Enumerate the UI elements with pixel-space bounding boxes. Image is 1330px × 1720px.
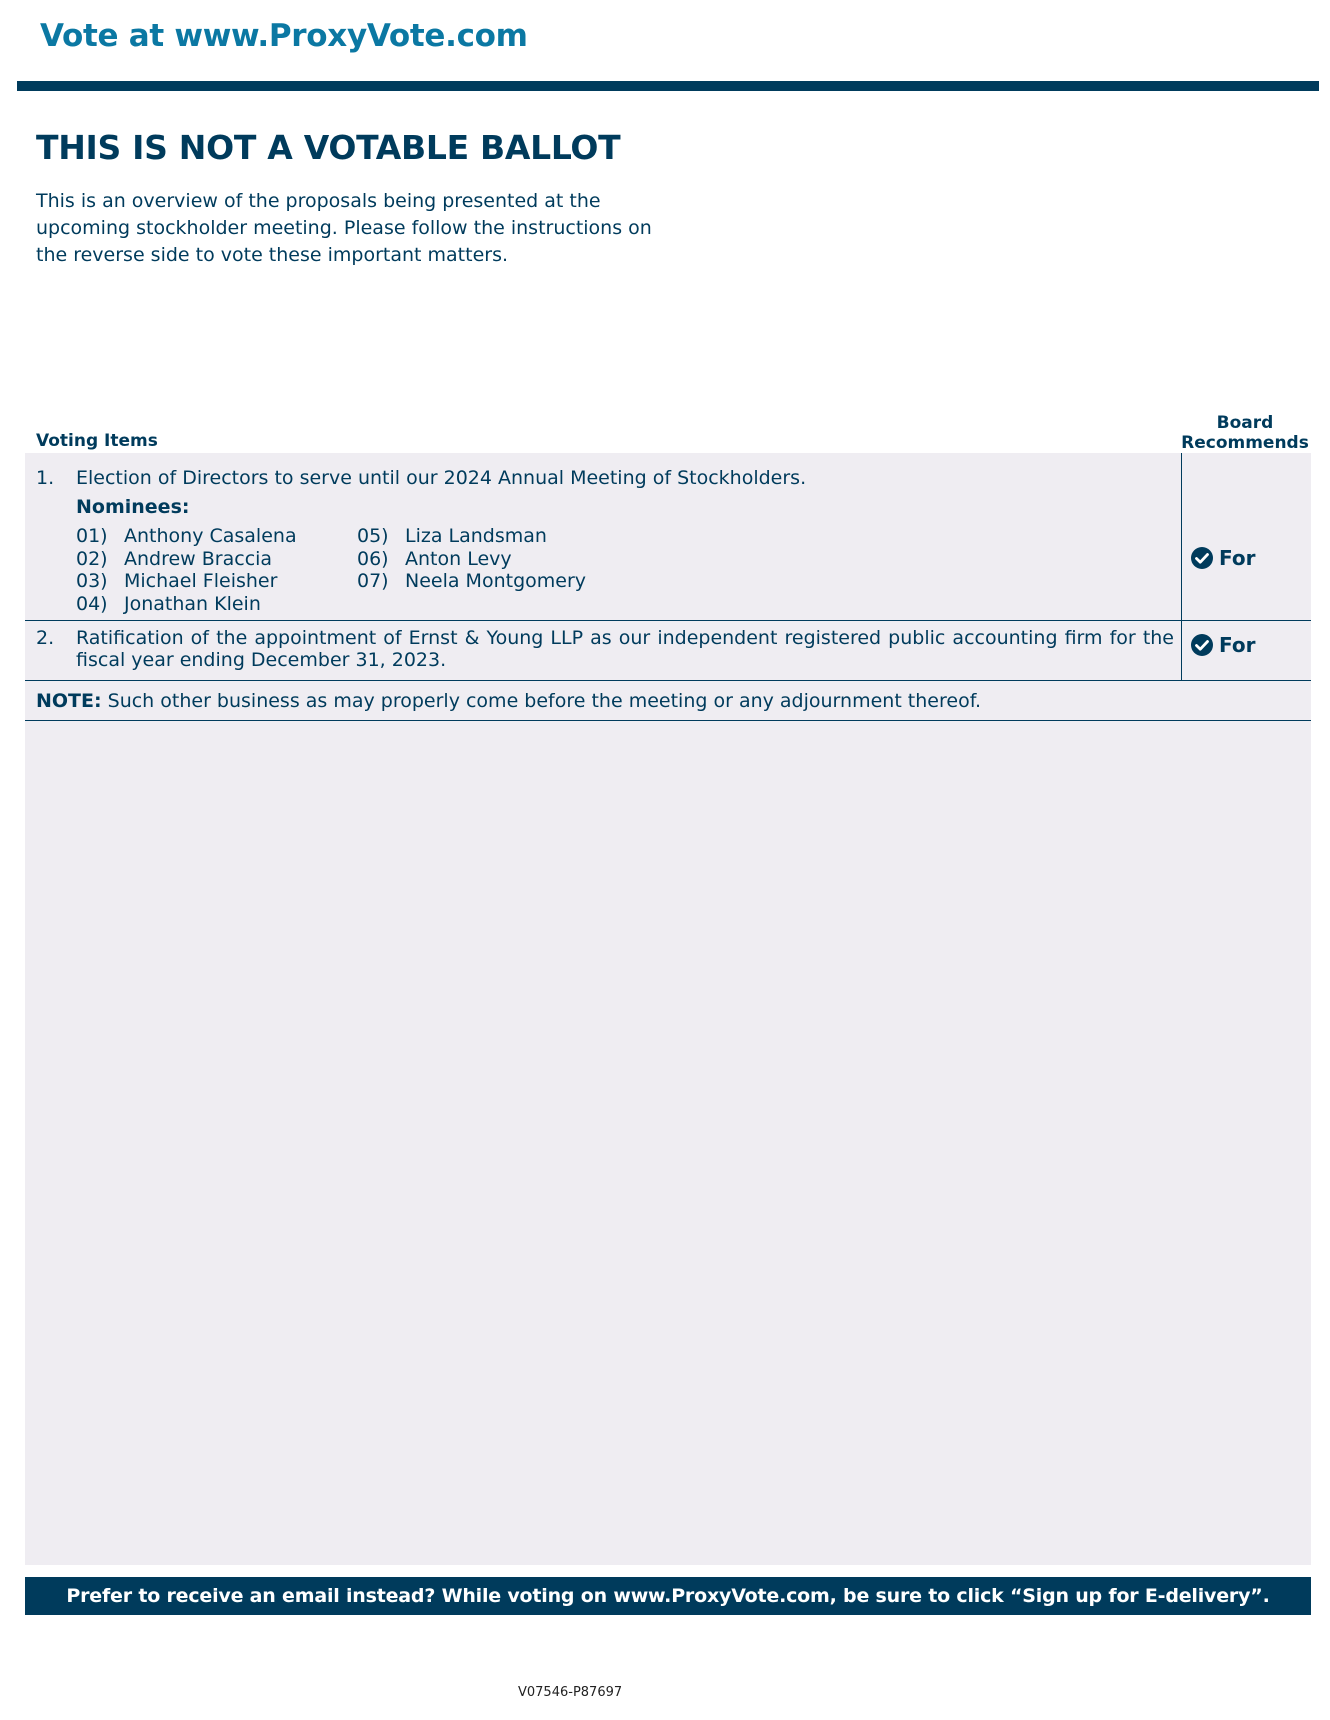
note-text	[36, 690, 981, 712]
vote-link-header[interactable]: Vote at www.ProxyVote.com	[40, 18, 528, 54]
row-divider	[25, 680, 1311, 681]
nominee-name: Andrew Braccia	[124, 547, 273, 570]
board-recommends-line2: Recommends	[1181, 433, 1309, 453]
nominee-item	[76, 525, 297, 548]
intro-text	[36, 188, 676, 269]
note-body: Such other business as may properly come before the meeting or any adjournment thereof.	[101, 690, 982, 712]
nominee-item	[357, 570, 586, 593]
nominee-item	[76, 570, 297, 593]
nominees-label: Nominees:	[76, 496, 190, 518]
nominee-item	[76, 548, 297, 571]
column-divider	[1181, 453, 1182, 680]
nominee-number: 01)	[76, 525, 108, 547]
nominee-name: Michael Fleisher	[124, 570, 278, 592]
board-recommends-heading	[1180, 413, 1310, 453]
nominee-name: Anthony Casalena	[124, 525, 297, 547]
item-2-text: Ratification of the appointment of Ernst & Young LLP as our independent registered public accounting firm for the fiscal year ending December 31, 2023.	[76, 627, 1174, 671]
item-2-recommendation	[1190, 633, 1255, 657]
note-label: NOTE:	[36, 690, 102, 712]
document-code: V07546-P87697	[518, 1685, 623, 1700]
nominee-number: 06)	[357, 547, 389, 570]
nominee-number: 02)	[76, 547, 108, 570]
row-divider	[25, 720, 1311, 721]
nominee-number: 07)	[357, 570, 389, 592]
intro-line: This is an overview of the proposals being presented at the	[36, 190, 601, 212]
intro-line: upcoming stockholder meeting. Please follow the instructions on	[36, 217, 652, 239]
edelivery-banner-text: Prefer to receive an email instead? While voting on www.ProxyVote.com, be sure to click “Sign up for E-delivery”.	[66, 1585, 1270, 1607]
nominee-name: Liza Landsman	[405, 525, 547, 547]
nominee-number: 03)	[76, 570, 108, 592]
nominee-name: Jonathan Klein	[124, 592, 261, 615]
row-divider	[25, 620, 1311, 621]
intro-line: the reverse side to vote these important matters.	[36, 244, 509, 266]
nominees-column-2	[357, 525, 586, 593]
recommendation-label: For	[1219, 633, 1256, 657]
check-circle-icon	[1190, 633, 1214, 657]
check-circle-icon	[1190, 546, 1214, 570]
nominee-item	[357, 525, 586, 548]
edelivery-banner	[25, 1577, 1311, 1615]
nominee-name: Anton Levy	[405, 547, 512, 570]
recommendation-label: For	[1219, 546, 1256, 570]
nominees-column-1	[76, 525, 297, 615]
item-1-recommendation	[1190, 546, 1255, 570]
header-rule	[17, 81, 1319, 91]
page-title: THIS IS NOT A VOTABLE BALLOT	[36, 128, 621, 167]
nominee-item	[357, 548, 586, 571]
nominee-number: 04)	[76, 592, 108, 615]
nominee-name: Neela Montgomery	[405, 570, 587, 592]
item-1-text: Election of Directors to serve until our 2024 Annual Meeting of Stockholders.	[76, 467, 807, 489]
nominee-item	[76, 593, 297, 616]
nominee-number: 05)	[357, 525, 389, 547]
item-2-number: 2.	[36, 627, 55, 649]
voting-items-heading: Voting Items	[36, 431, 158, 451]
item-1-number: 1.	[36, 467, 55, 489]
board-recommends-line1: Board	[1216, 413, 1274, 433]
